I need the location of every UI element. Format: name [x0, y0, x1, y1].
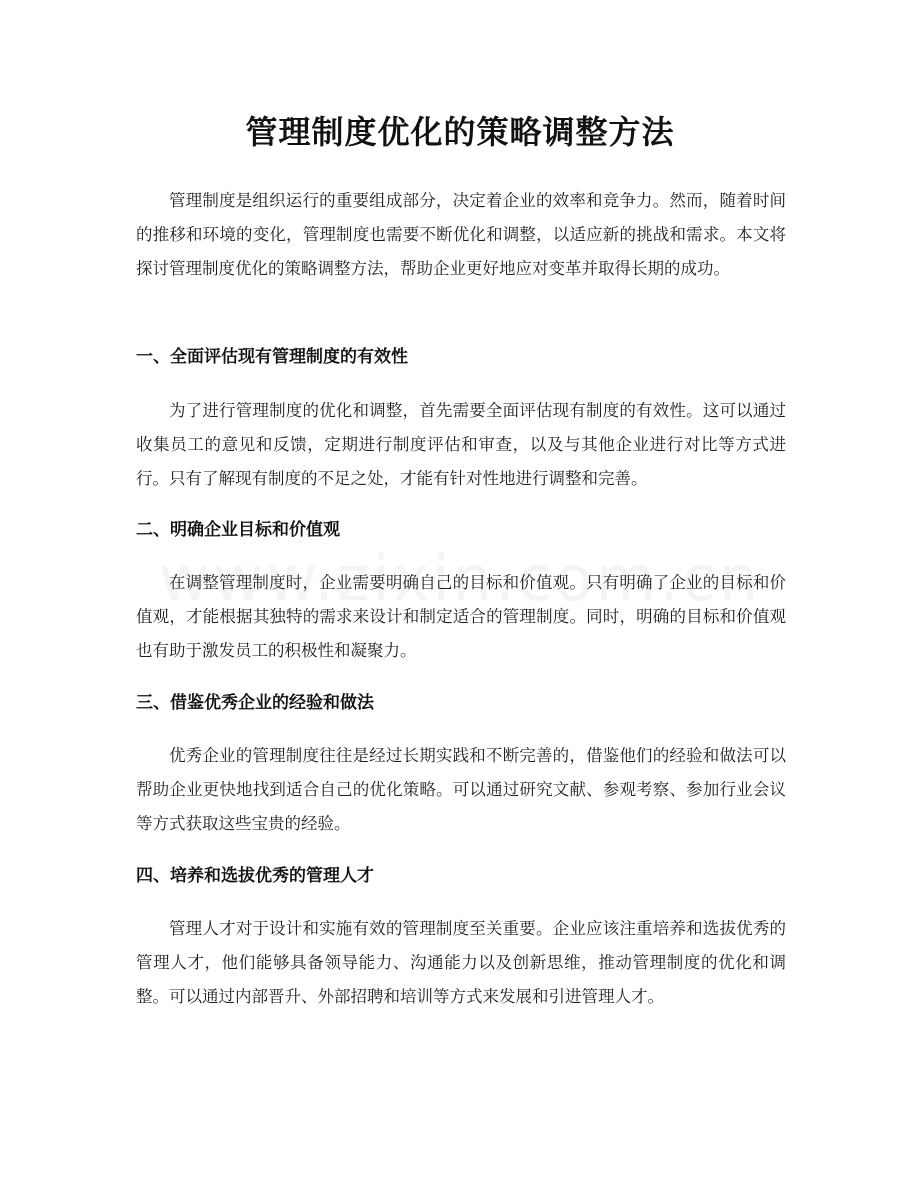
- section-body-4: 管理人才对于设计和实施有效的管理制度至关重要。企业应该注重培养和选拔优秀的管理人才，他们能够具备领导能力、沟通能力以及创新思维，推动管理制度的优化和调整。可以通过内部晋升、外部招聘和培训等方式来发展和引进管理人才。: [136, 919, 786, 1006]
- section-heading-3: 三、借鉴优秀企业的经验和做法: [136, 693, 374, 713]
- section-body-1: 为了进行管理制度的优化和调整，首先需要全面评估现有制度的有效性。这可以通过收集员工的意见和反馈，定期进行制度评估和审查，以及与其他企业进行对比等方式进行。只有了解现有制度的不足之处，才能有针对性地进行调整和完善。: [136, 401, 786, 488]
- section-heading-2: 二、明确企业目标和价值观: [136, 520, 340, 540]
- intro-paragraph: 管理制度是组织运行的重要组成部分，决定着企业的效率和竞争力。然而，随着时间的推移和环境的变化，管理制度也需要不断优化和调整，以适应新的挑战和需求。本文将探讨管理制度优化的策略调整方法，帮助企业更好地应对变革并取得长期的成功。: [136, 191, 786, 278]
- section-heading-1: 一、全面评估现有管理制度的有效性: [136, 347, 408, 367]
- section-body-2: 在调整管理制度时，企业需要明确自己的目标和价值观。只有明确了企业的目标和价值观，才能根据其独特的需求来设计和制定适合的管理制度。同时，明确的目标和价值观也有助于激发员工的积极性和凝聚力。: [136, 573, 786, 660]
- section-body-3: 优秀企业的管理制度往往是经过长期实践和不断完善的，借鉴他们的经验和做法可以帮助企业更快地找到适合自己的优化策略。可以通过研究文献、参观考察、参加行业会议等方式获取这些宝贵的经验。: [136, 746, 786, 833]
- section-heading-4: 四、培养和选拔优秀的管理人才: [136, 866, 374, 886]
- document-title: 管理制度优化的策略调整方法: [245, 113, 675, 151]
